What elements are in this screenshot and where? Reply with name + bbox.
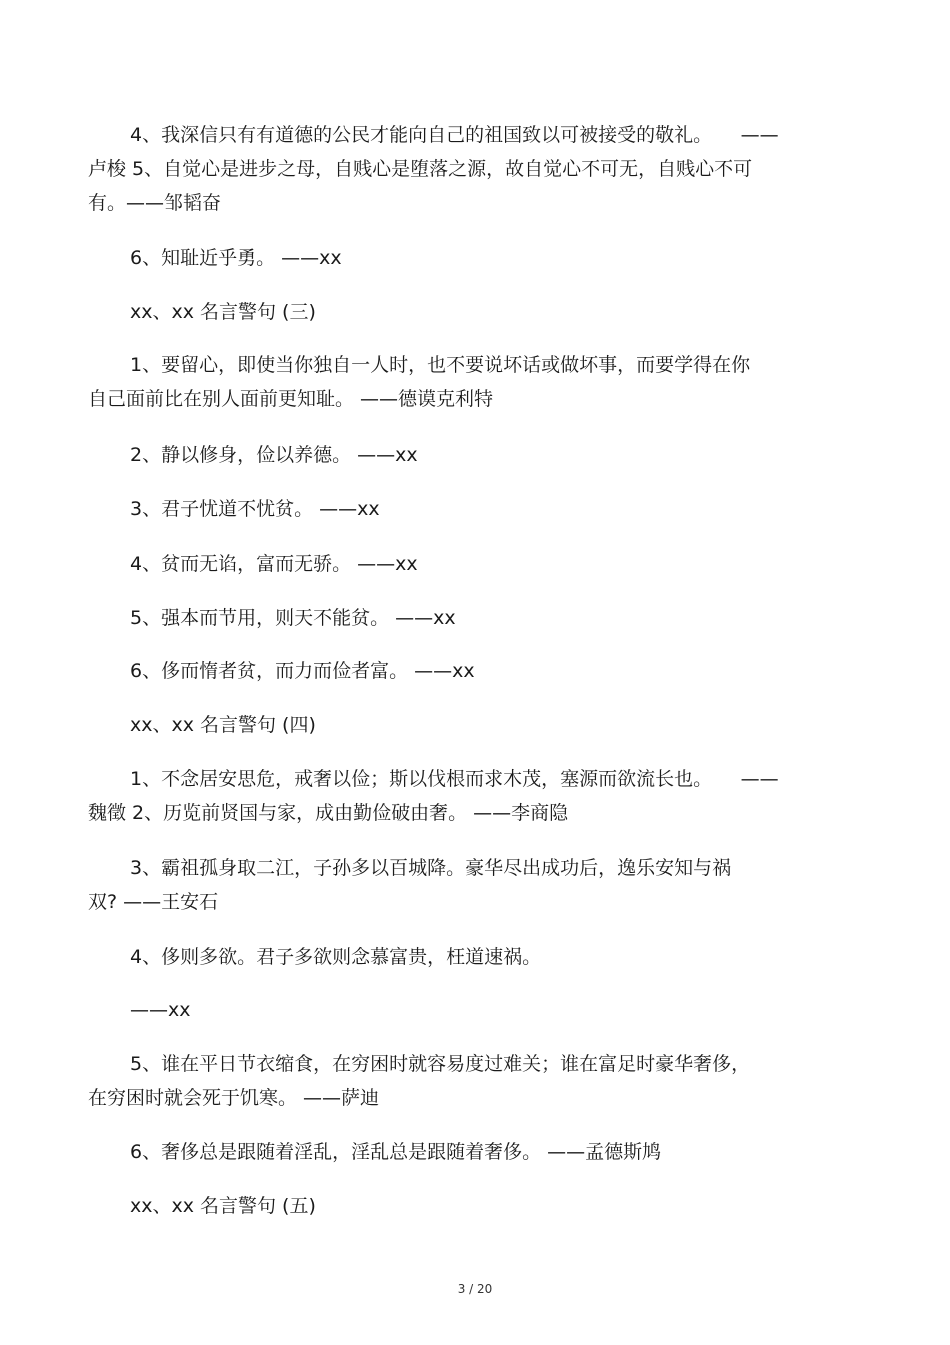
text-line: 4、贫而无谄，富而无骄。 ——xx: [130, 553, 418, 575]
text-line: 6、奢侈总是跟随着淫乱，淫乱总是跟随着奢侈。 ——孟德斯鸠: [130, 1141, 662, 1163]
text-line: ——xx: [130, 999, 191, 1021]
text-line: 有。——邹韬奋: [88, 192, 222, 214]
quote-paragraph: [88, 241, 858, 275]
quote-paragraph: [88, 1047, 858, 1115]
text-line: 6、侈而惰者贫，而力而俭者富。 ——xx: [130, 660, 475, 682]
quote-paragraph: [88, 762, 858, 830]
section-heading: [88, 1189, 858, 1223]
section-heading: [88, 295, 858, 329]
quote-attribution: [88, 993, 858, 1027]
text-line: 卢梭 5、自觉心是进步之母，自贱心是堕落之源，故自觉心不可无，自贱心不可: [88, 158, 753, 180]
text-line: 双? ——王安石: [88, 891, 219, 913]
section-heading: [88, 708, 858, 742]
text-line: 3、君子忧道不忧贫。 ——xx: [130, 498, 380, 520]
text-line: 2、静以修身，俭以养德。 ——xx: [130, 444, 418, 466]
quote-paragraph: [88, 348, 858, 416]
text-line: 3、霸祖孤身取二江，子孙多以百城降。豪华尽出成功后，逸乐安知与祸: [130, 857, 732, 879]
text-line: xx、xx 名言警句 (三): [130, 301, 316, 323]
quote-paragraph: [88, 851, 858, 919]
text-line: 魏徵 2、历览前贤国与家，成由勤俭破由奢。 ——李商隐: [88, 802, 569, 824]
quote-paragraph: [88, 1135, 858, 1169]
quote-paragraph: [88, 601, 858, 635]
quote-paragraph: [88, 547, 858, 581]
text-line: 5、谁在平日节衣缩食，在穷困时就容易度过难关；谁在富足时豪华奢侈，: [130, 1053, 751, 1075]
text-line: 1、不念居安思危，戒奢以俭；斯以伐根而求木茂，塞源而欲流长也。 ——: [130, 768, 779, 790]
text-line: xx、xx 名言警句 (四): [130, 714, 316, 736]
quote-paragraph: [88, 940, 858, 974]
text-line: 1、要留心，即使当你独自一人时，也不要说坏话或做坏事，而要学得在你: [130, 354, 751, 376]
quote-paragraph: [88, 438, 858, 472]
text-line: 5、强本而节用，则天不能贫。 ——xx: [130, 607, 456, 629]
quote-paragraph: [88, 118, 858, 220]
text-line: 自己面前比在别人面前更知耻。 ——德谟克利特: [88, 388, 494, 410]
page-number: 3 / 20: [457, 1282, 493, 1296]
text-line: 在穷困时就会死于饥寒。 ——萨迪: [88, 1087, 380, 1109]
quote-paragraph: [88, 492, 858, 526]
text-line: 6、知耻近乎勇。 ——xx: [130, 247, 342, 269]
text-line: 4、我深信只有有道德的公民才能向自己的祖国致以可被接受的敬礼。 ——: [130, 124, 779, 146]
text-line: 4、侈则多欲。君子多欲则念慕富贵，枉道速祸。: [130, 946, 542, 968]
quote-paragraph: [88, 654, 858, 688]
text-line: xx、xx 名言警句 (五): [130, 1195, 316, 1217]
